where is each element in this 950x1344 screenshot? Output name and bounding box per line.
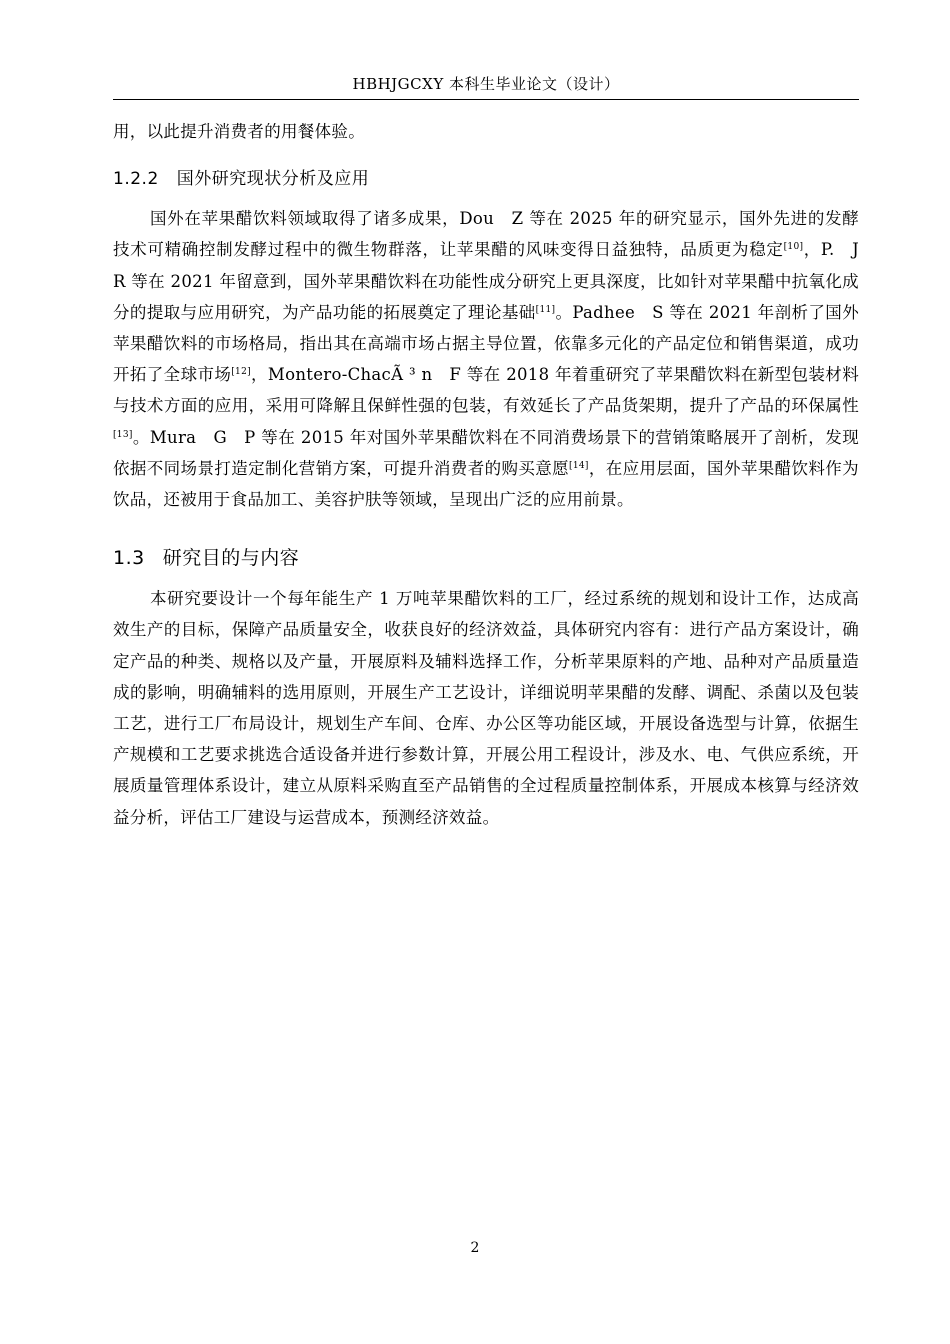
section-number: 1.2.2 — [113, 169, 159, 190]
header-divider — [113, 99, 859, 100]
section-heading-1-3 — [113, 545, 859, 571]
citation-10: [10] — [783, 242, 804, 253]
section-number: 1.3 — [113, 547, 145, 570]
text-run: ，Montero-ChacÃ ³ n F 等在 2018 年着重研究了苹果醋饮料在新型包装材料与技术方面的应用，采用可降解且保鲜性强的包装，有效延长了产品货架期，提升了产品的环保属性 — [113, 365, 859, 416]
text-run: ，P. J R 等在 2021 年留意到，国外苹果醋饮料在功能性成分研究上更具深度，比如针对苹果醋中抗氧化成分的提取与应用研究，为产品功能的拓展奠定了理论基础 — [113, 240, 876, 322]
text-run: 。Mura G P 等在 2015 年对国外苹果醋饮料在不同消费场景下的营销策略展开了剖析，发现依据不同场景打造定制化营销方案，可提升消费者的购买意愿 — [113, 427, 859, 478]
intro-line: 用，以此提升消费者的用餐体验。 — [113, 122, 365, 141]
text-run: ，在应用层面，国外苹果醋饮料作为饮品，还被用于食品加工、美容护肤等领域，呈现出广泛的应用前景。 — [113, 458, 859, 510]
citation-11: [11] — [535, 304, 556, 315]
page-header: HBHJGCXY 本科生毕业论文（设计） — [352, 75, 620, 93]
paragraph-research-content: 本研究要设计一个每年能生产 1 万吨苹果醋饮料的工厂，经过系统的规划和设计工作，达成高效生产的目标，保障产品质量安全，收获良好的经济效益，具体研究内容有：进行产品方案设计，确定产品的种类、规格以及产量，开展原料及辅料选择工作，分析苹果原料的产地、品种对产品质量造成的影响，明确辅料的选用原则，开展生产工艺设计，详细说明苹果醋的发酵、调配、杀菌以及包装工艺，进行工厂布局设计，规划生产车间、仓库、办公区等功能区域，开展设备选型与计算，依据生产规模和工艺要求挑选合适设备并进行参数计算，开展公用工程设计，涉及水、电、气供应系统，开展质量管理体系设计，建立从原料采购直至产品销售的全过程质量控制体系，开展成本核算与经济效益分析，评估工厂建设与运营成本，预测经济效益。 — [113, 589, 859, 827]
section-title: 国外研究现状分析及应用 — [176, 169, 370, 190]
paragraph-foreign-research — [113, 203, 876, 515]
citation-14: [14] — [569, 460, 589, 471]
citation-13: [13] — [113, 429, 133, 440]
section-heading-1-2-2 — [113, 167, 859, 191]
page-number: 2 — [470, 1240, 480, 1256]
page-content — [113, 116, 876, 833]
text-run: 。Padhee S 等在 2021 年剖析了国外苹果醋饮料的市场格局，指出其在高端市场占据主导位置，依靠多元化的产品定位和销售渠道，成功开拓了全球市场 — [113, 302, 859, 385]
text-run: 国外在苹果醋饮料领域取得了诸多成果，Dou Z 等在 2025 年的研究显示，国外先进的发酵技术可精确控制发酵过程中的微生物群落，让苹果醋的风味变得日益独特，品质更为稳定 — [113, 209, 859, 260]
citation-12: [12] — [231, 367, 251, 378]
section-title: 研究目的与内容 — [162, 547, 300, 570]
